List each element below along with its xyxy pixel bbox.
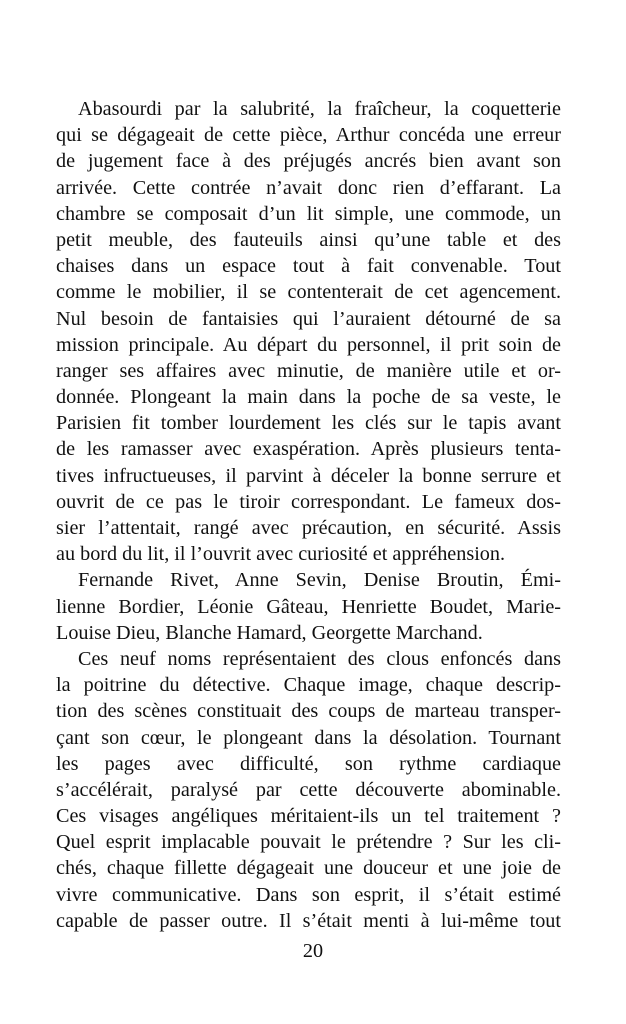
paragraph-1 [56, 96, 561, 567]
text-line: tives infructueuses, il parvint à déceler la bonne serrure et [56, 464, 561, 487]
text-line: çant son cœur, le plongeant dans la désolation. Tournant [56, 726, 561, 749]
text-line: au bord du lit, il l’ouvrit avec curiosité et appréhension. [56, 543, 506, 566]
page-body [56, 96, 561, 934]
text-line: Parisien fit tomber lourdement les clés sur le tapis avant [56, 412, 561, 435]
text-line: sier l’attentait, rangé avec précaution, en sécurité. Assis [56, 517, 561, 539]
text-line: Nul besoin de fantaisies qui l’auraient détourné de sa [56, 307, 561, 330]
text-line: Louise Dieu, Blanche Hamard, Georgette Marchand. [56, 621, 483, 644]
text-line: les pages avec difficulté, son rythme cardiaque [56, 752, 561, 775]
text-line: chaises dans un espace tout à fait convenable. Tout [56, 255, 561, 278]
text-line: s’accélérait, paralysé par cette découverte abominable. [56, 778, 561, 801]
text-line: qui se dégageait de cette pièce, Arthur concéda une erreur [56, 124, 561, 147]
text-line: chés, chaque fillette dégageait une douceur et une joie de [56, 857, 561, 880]
text-line: mission principale. Au départ du personnel, il prit soin de [56, 333, 561, 356]
text-line: Ces neuf noms représentaient des clous enfoncés dans [78, 647, 561, 670]
paragraph-3 [56, 646, 561, 934]
text-line: ouvrit de ce pas le tiroir correspondant. Le fameux dos- [56, 490, 561, 513]
text-line: Ces visages angéliques méritaient-ils un tel traitement ? [56, 805, 561, 828]
text-line: lienne Bordier, Léonie Gâteau, Henriette Boudet, Marie- [56, 595, 561, 618]
text-line: vivre communicative. Dans son esprit, il s’était estimé [56, 883, 561, 906]
text-line: Fernande Rivet, Anne Sevin, Denise Broutin, Émi- [78, 569, 561, 592]
page-number: 20 [302, 940, 324, 962]
text-line: de jugement face à des préjugés ancrés bien avant son [56, 150, 561, 173]
paragraph-2 [56, 567, 561, 646]
text-line: Quel esprit implacable pouvait le prétendre ? Sur les cli- [56, 831, 561, 854]
text-line: la poitrine du détective. Chaque image, chaque descrip- [56, 674, 561, 697]
text-line: ranger ses affaires avec minutie, de manière utile et or- [56, 359, 561, 382]
text-line: Abasourdi par la salubrité, la fraîcheur, la coquetterie [78, 98, 561, 120]
text-line: capable de passer outre. Il s’était menti à lui-même tout [56, 909, 561, 932]
text-line: petit meuble, des fauteuils ainsi qu’une table et des [56, 228, 561, 251]
text-line: arrivée. Cette contrée n’avait donc rien d’effarant. La [56, 176, 561, 199]
text-line: donnée. Plongeant la main dans la poche de sa veste, le [56, 386, 561, 409]
text-line: tion des scènes constituait des coups de marteau transper- [56, 700, 561, 723]
text-line: chambre se composait d’un lit simple, une commode, un [56, 202, 561, 225]
text-line: comme le mobilier, il se contenterait de cet agencement. [56, 281, 561, 304]
text-line: de les ramasser avec exaspération. Après plusieurs tenta- [56, 438, 561, 461]
